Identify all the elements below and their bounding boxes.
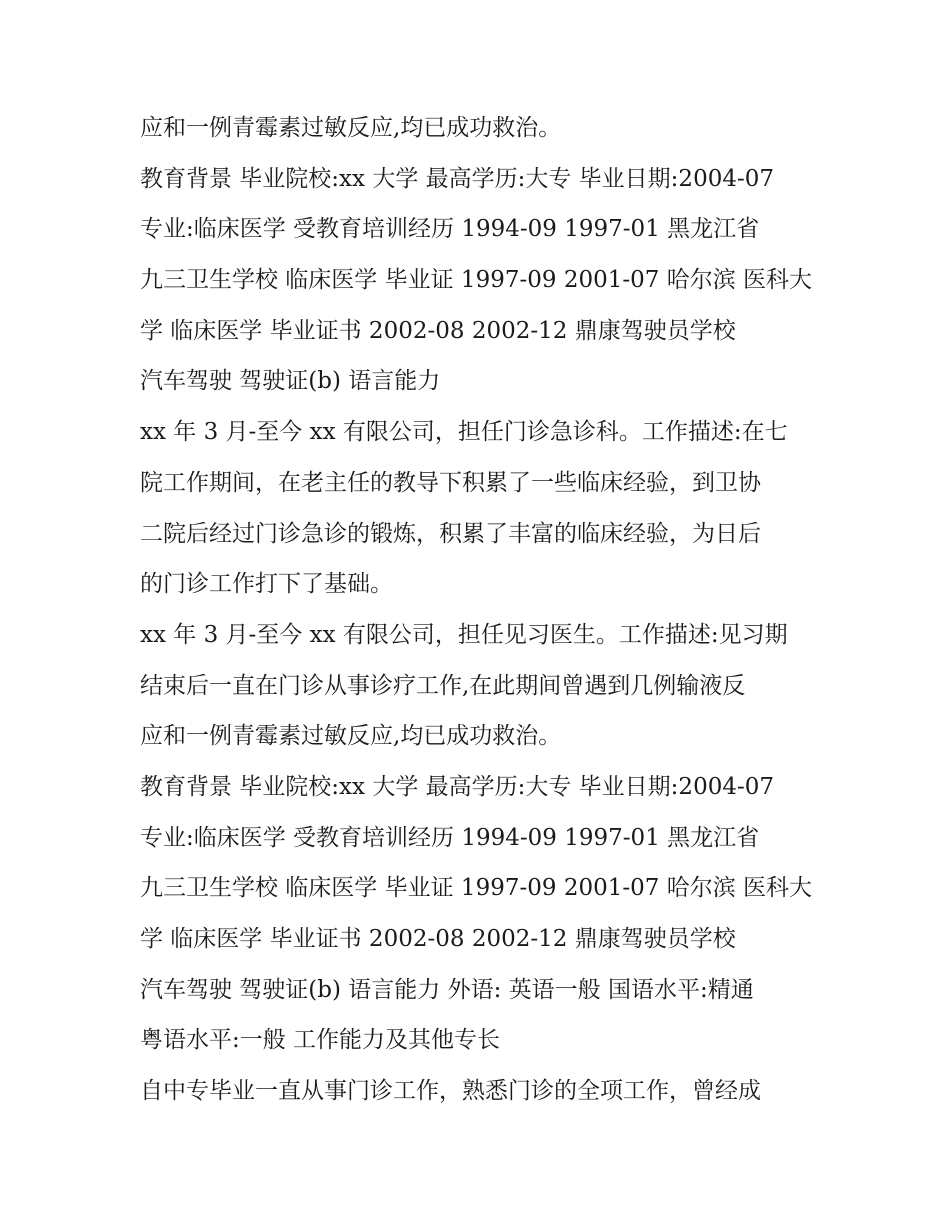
text-line: 学 临床医学 毕业证书 2002-08 2002-12 鼎康驾驶员学校	[140, 926, 736, 952]
text-line: 自中专毕业一直从事门诊工作，熟悉门诊的全项工作，曾经成	[140, 1078, 761, 1105]
text-line: xx 年 3 月-至今 xx 有限公司，担任见习医生。工作描述:见习期	[140, 621, 788, 648]
text-line: 汽车驾驶 驾驶证(b) 语言能力 外语: 英语一般 国语水平:精通	[140, 976, 754, 1003]
text-line: 汽车驾驶 驾驶证(b) 语言能力	[140, 368, 441, 395]
text-line: 二院后经过门诊急诊的锻炼，积累了丰富的临床经验，为日后	[140, 520, 761, 547]
text-line: 的门诊工作打下了基础。	[140, 571, 393, 598]
text-line: 应和一例青霉素过敏反应,均已成功救治。	[140, 723, 562, 750]
text-line: 粤语水平:一般 工作能力及其他专长	[140, 1027, 501, 1054]
document-body	[140, 103, 830, 1117]
text-line: 结束后一直在门诊从事诊疗工作,在此期间曾遇到几例输液反	[140, 672, 746, 699]
text-line: 专业:临床医学 受教育培训经历 1994-09 1997-01 黑龙江省	[140, 824, 760, 851]
text-line: 学 临床医学 毕业证书 2002-08 2002-12 鼎康驾驶员学校	[140, 317, 736, 344]
text-line: 九三卫生学校 临床医学 毕业证 1997-09 2001-07 哈尔滨 医科大	[140, 875, 813, 902]
text-line: 专业:临床医学 受教育培训经历 1994-09 1997-01 黑龙江省	[140, 216, 760, 243]
text-line: 教育背景 毕业院校:xx 大学 最高学历:大专 毕业日期:2004-07	[140, 773, 775, 800]
text-line: 九三卫生学校 临床医学 毕业证 1997-09 2001-07 哈尔滨 医科大	[140, 267, 813, 294]
text-line: 应和一例青霉素过敏反应,均已成功救治。	[140, 115, 562, 141]
text-line: 院工作期间，在老主任的教导下积累了一些临床经验，到卫协	[140, 469, 761, 496]
text-line: 教育背景 毕业院校:xx 大学 最高学历:大专 毕业日期:2004-07	[140, 165, 775, 192]
text-line: xx 年 3 月-至今 xx 有限公司，担任门诊急诊科。工作描述:在七	[140, 419, 788, 446]
